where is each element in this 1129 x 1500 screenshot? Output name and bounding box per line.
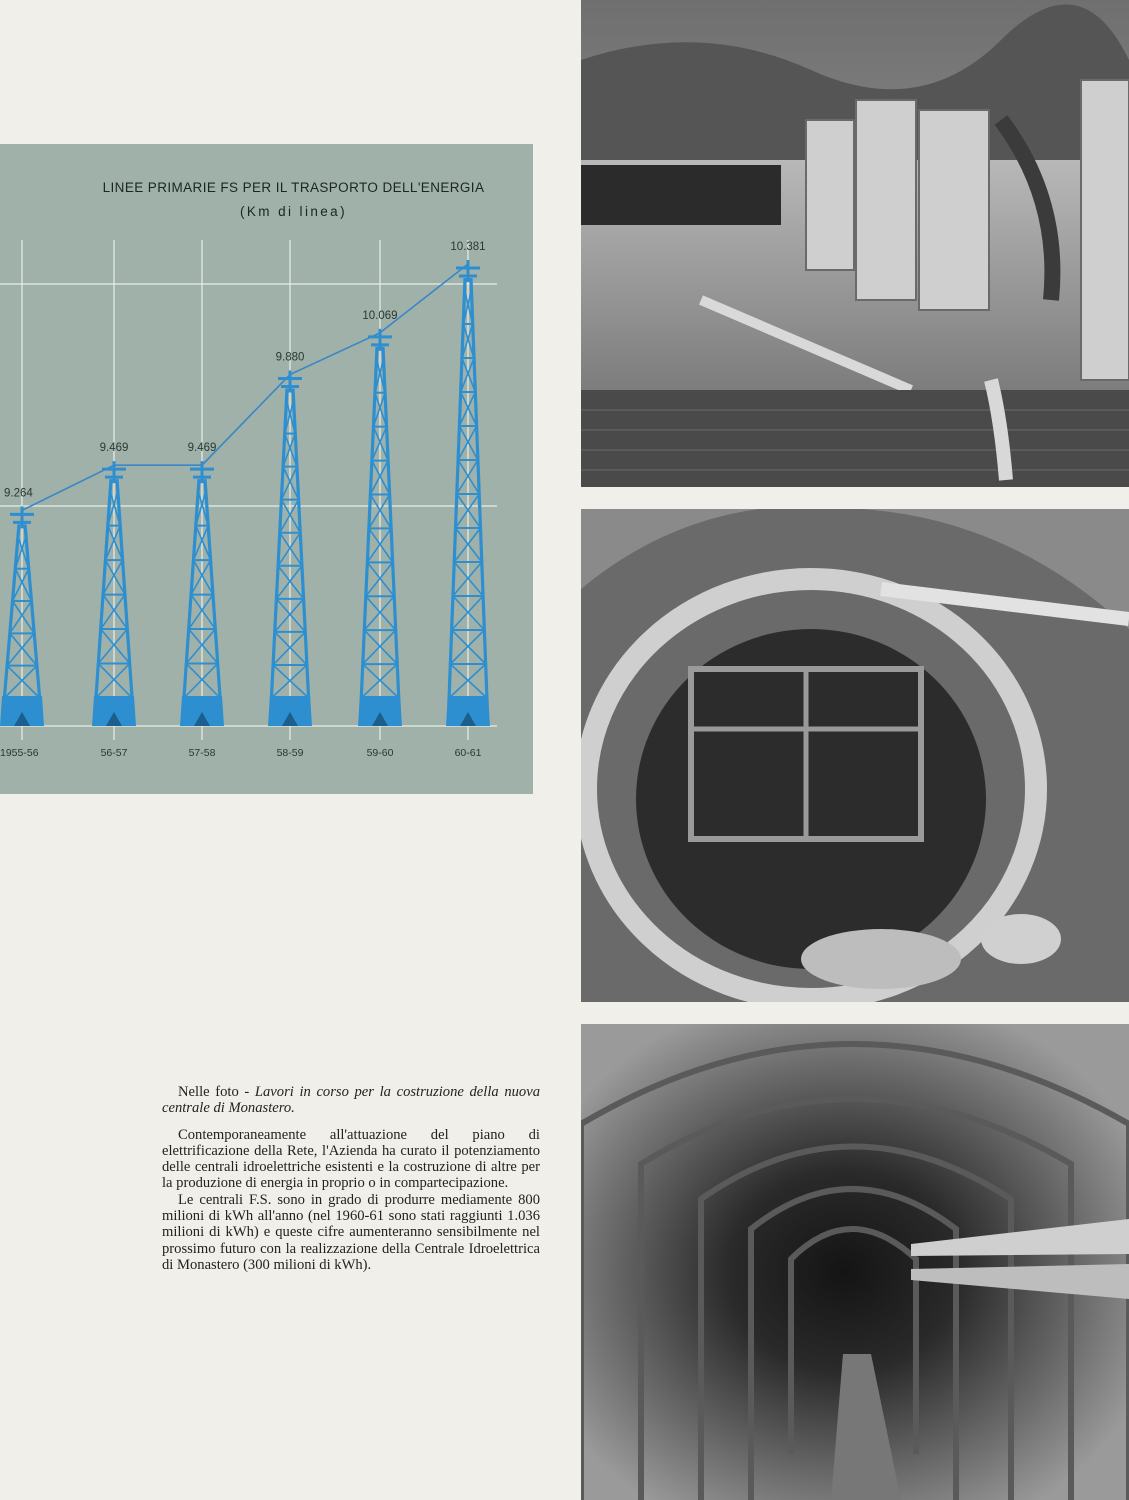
photo-tunnel-interior	[581, 1024, 1129, 1500]
chart-subtitle: (Km di linea)	[240, 204, 347, 219]
photo-caption	[162, 1084, 540, 1117]
photo-tunnel-formwork	[581, 509, 1129, 1002]
value-label: 10.381	[450, 241, 486, 253]
value-label: 10.069	[362, 309, 398, 322]
category-label: 56-57	[100, 747, 128, 759]
pylon-chart	[0, 144, 533, 794]
chart-title: LINEE PRIMARIE FS PER IL TRASPORTO DELL'ENERGIA	[102, 180, 485, 195]
chart-grid	[0, 240, 497, 740]
article-text	[162, 1084, 540, 1273]
category-label: 59-60	[366, 747, 394, 759]
photo-dam-construction	[581, 0, 1129, 487]
category-label: 60-61	[454, 747, 482, 759]
paragraph-2: Le centrali F.S. sono in grado di produrre mediamente 800 milioni di kWh all'anno (nel 1960-61 sono stati raggiunti 1.036 milioni di kWh) e queste cifre aumenteranno sensibilmente nel prossimo futuro con la realizzazione della Centrale Idroelettrica di Monastero (300 milioni di kWh).	[162, 1191, 540, 1273]
value-label: 9.469	[187, 442, 217, 455]
value-label: 9.880	[275, 351, 305, 364]
paragraph-1: Contemporaneamente all'attuazione del piano di elettrificazione della Rete, l'Azienda ha curato il potenziamento delle centrali idroelettriche esistenti e la costruzione di altre per la produzione di energia in proprio o in compartecipazione.	[162, 1126, 540, 1192]
value-label: 9.264	[4, 487, 33, 500]
category-label: 1955-56	[0, 747, 39, 759]
caption-lead: Nelle foto -	[178, 1084, 255, 1100]
trend-line	[22, 264, 468, 510]
category-label: 58-59	[276, 747, 304, 759]
chart-panel	[0, 144, 533, 794]
category-label: 57-58	[188, 747, 216, 759]
caption-italic: Lavori in corso per la costruzione della nuova centrale di Monastero.	[162, 1084, 540, 1117]
value-label: 9.469	[99, 442, 129, 455]
